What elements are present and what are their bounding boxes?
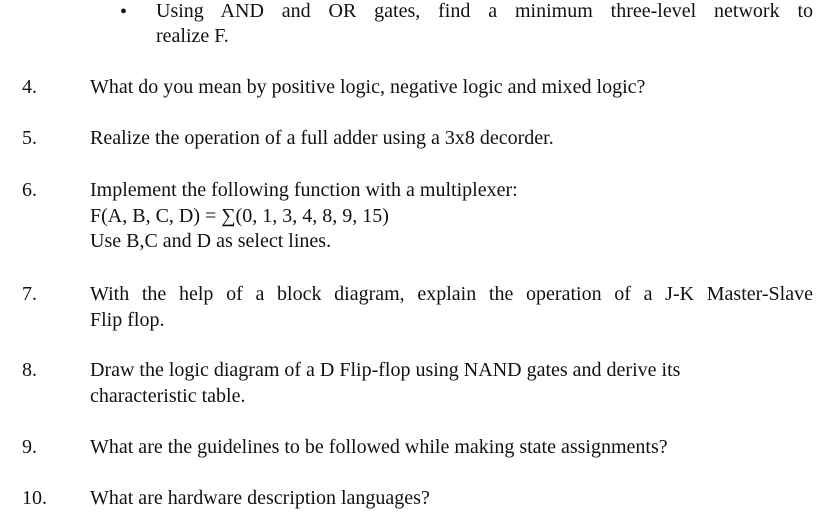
- question-text-line: What are hardware description languages?: [90, 487, 430, 509]
- question-number: 5.: [22, 127, 37, 149]
- question-text-line: characteristic table.: [90, 385, 246, 407]
- question-number: 9.: [22, 436, 37, 458]
- question-text-line: F(A, B, C, D) = ∑(0, 1, 3, 4, 8, 9, 15): [90, 205, 389, 227]
- question-number: 8.: [22, 359, 37, 381]
- question-text-line: What do you mean by positive logic, negative logic and mixed logic?: [90, 76, 646, 98]
- question-text-line: What are the guidelines to be followed while making state assignments?: [90, 436, 668, 458]
- bullet-text-line-2: realize F.: [156, 25, 229, 47]
- question-number: 7.: [22, 283, 37, 305]
- question-text-line: Draw the logic diagram of a D Flip-flop using NAND gates and derive its: [90, 359, 681, 381]
- question-text-line: Flip flop.: [90, 309, 165, 331]
- question-number: 10.: [22, 487, 47, 509]
- question-text-line: Implement the following function with a multiplexer:: [90, 179, 518, 201]
- bullet-marker: •: [120, 1, 128, 23]
- question-text-line: Realize the operation of a full adder using a 3x8 decorder.: [90, 127, 554, 149]
- question-number: 4.: [22, 76, 37, 98]
- question-text-line: Use B,C and D as select lines.: [90, 230, 332, 252]
- bullet-text-line-1: Using AND and OR gates, find a minimum three-level network to: [156, 0, 813, 22]
- question-number: 6.: [22, 179, 37, 201]
- question-text-line: With the help of a block diagram, explain the operation of a J-K Master-Slave: [90, 283, 813, 305]
